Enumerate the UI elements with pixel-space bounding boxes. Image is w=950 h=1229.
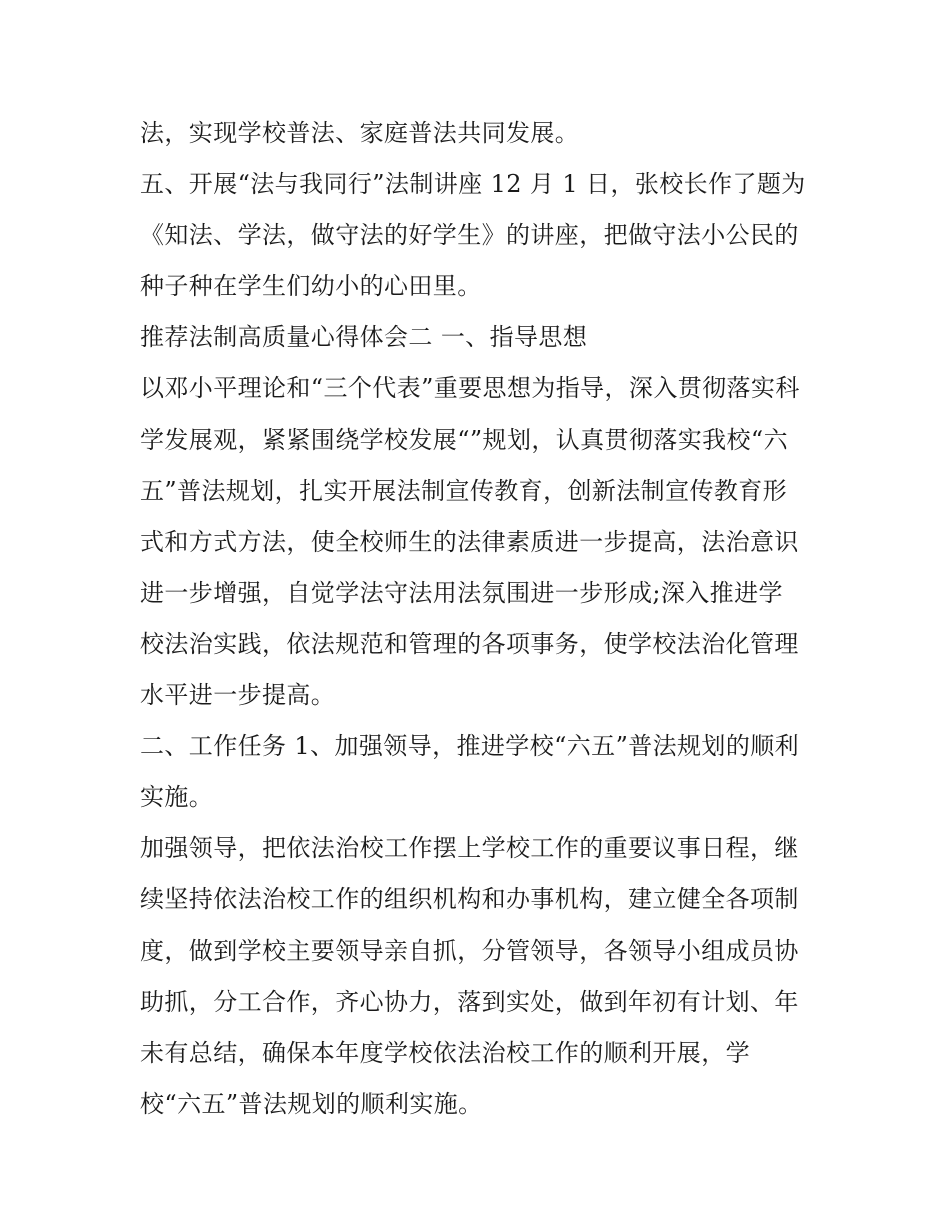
text-line: 学发展观，紧紧围绕学校发展“”规划，认真贯彻落实我校“六 [140,425,789,454]
text-line: 进一步增强，自觉学法守法用法氛围进一步形成;深入推进学 [140,578,783,607]
text-line: 度，做到学校主要领导亲自抓，分管领导，各领导小组成员协 [140,936,799,965]
text-line: 五”普法规划，扎实开展法制宣传教育，创新法制宣传教育形 [140,476,788,505]
text-line: 五、开展“法与我同行”法制讲座 12 月 1 日，张校长作了题为 [140,170,806,199]
section-heading: 推荐法制高质量心得体会二 一、指导思想 [140,323,588,352]
text-line: 校法治实践，依法规范和管理的各项事务，使学校法治化管理 [140,629,799,658]
body-text [140,108,820,1130]
text-line: 加强领导，把依法治校工作摆上学校工作的重要议事日程，继 [140,834,799,863]
text-line: 《知法、学法，做守法的好学生》的讲座，把做守法小公民的 [140,221,799,250]
text-line: 式和方式方法，使全校师生的法律素质进一步提高，法治意识 [140,527,799,556]
text-line: 种子种在学生们幼小的心田里。 [140,272,482,301]
text-line: 实施。 [140,783,214,812]
text-line: 助抓，分工合作，齐心协力，落到实处，做到年初有计划、年 [140,987,799,1016]
text-line: 以邓小平理论和“三个代表”重要思想为指导，深入贯彻落实科 [140,374,800,403]
text-line: 校“六五”普法规划的顺利实施。 [140,1089,483,1118]
text-line: 法，实现学校普法、家庭普法共同发展。 [140,119,580,147]
text-line: 水平进一步提高。 [140,681,336,710]
text-line: 未有总结，确保本年度学校依法治校工作的顺利开展，学 [140,1038,750,1067]
section-heading: 二、工作任务 1、加强领导，推进学校“六五”普法规划的顺利 [140,732,800,761]
text-line: 续坚持依法治校工作的组织机构和办事机构，建立健全各项制 [140,885,799,914]
